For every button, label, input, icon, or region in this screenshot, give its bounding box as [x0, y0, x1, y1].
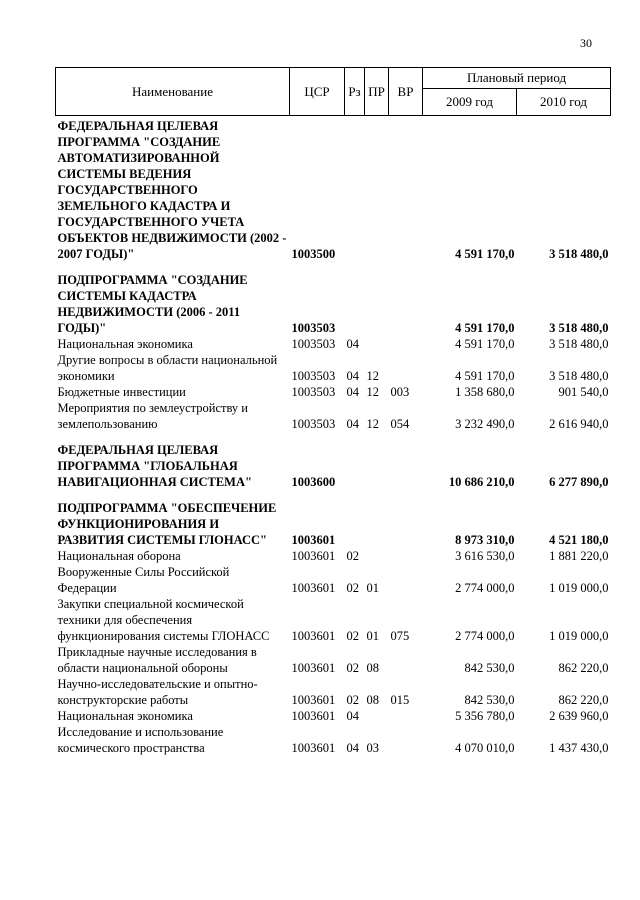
table-row — [56, 676, 611, 708]
cell-csr: 1003503 — [291, 321, 336, 335]
cell-csr: 1003601 — [291, 709, 336, 723]
cell-name: Научно-исследовательские и опытно-конструкторские работы — [57, 677, 258, 707]
table-row — [56, 708, 611, 724]
cell-2009: 1 358 680,0 — [455, 385, 515, 399]
cell-vr — [389, 116, 423, 263]
cell-csr: 1003503 — [291, 385, 336, 399]
header-year-2009: 2009 год — [423, 89, 517, 116]
cell-2009: 3 232 490,0 — [455, 417, 515, 431]
cell-csr: 1003503 — [291, 337, 336, 351]
table-header — [56, 68, 611, 116]
cell-2010: 3 518 480,0 — [549, 247, 609, 261]
cell-rz: 02 — [346, 549, 359, 563]
cell-vr — [389, 336, 423, 352]
cell-vr: 075 — [390, 629, 410, 643]
cell-vr: 015 — [390, 693, 410, 707]
cell-name: Прикладные научные исследования в области национальной обороны — [57, 645, 257, 675]
cell-2010: 1 019 000,0 — [549, 629, 609, 643]
cell-2009: 4 591 170,0 — [455, 369, 515, 383]
cell-csr: 1003601 — [291, 581, 336, 595]
table-row — [56, 724, 611, 756]
cell-2010: 3 518 480,0 — [549, 369, 609, 383]
cell-vr: 003 — [390, 385, 410, 399]
cell-csr: 1003601 — [291, 533, 336, 547]
cell-rz: 02 — [346, 693, 359, 707]
cell-2009: 4 591 170,0 — [455, 337, 515, 351]
cell-2009: 4 070 010,0 — [455, 741, 515, 755]
cell-csr: 1003500 — [291, 247, 336, 261]
cell-pr: 01 — [366, 629, 379, 643]
table-row — [56, 644, 611, 676]
table-row — [56, 352, 611, 384]
cell-2009: 4 591 170,0 — [455, 247, 515, 261]
cell-vr — [389, 432, 423, 490]
cell-pr: 08 — [366, 661, 379, 675]
table-row — [56, 490, 611, 548]
table-row — [56, 116, 611, 263]
cell-2010: 1 881 220,0 — [549, 549, 609, 563]
cell-name: ПОДПРОГРАММА "ОБЕСПЕЧЕНИЕ ФУНКЦИОНИРОВАНИЯ И РАЗВИТИЯ СИСТЕМЫ ГЛОНАСС" — [57, 501, 277, 547]
cell-csr: 1003600 — [291, 475, 336, 489]
cell-pr — [365, 432, 389, 490]
header-planning-period: Плановый период — [423, 68, 611, 89]
cell-2010: 6 277 890,0 — [549, 475, 609, 489]
table-row — [56, 596, 611, 644]
cell-vr — [389, 490, 423, 548]
cell-2010: 901 540,0 — [558, 385, 609, 399]
cell-vr — [389, 644, 423, 676]
table-row — [56, 336, 611, 352]
cell-2010: 3 518 480,0 — [549, 321, 609, 335]
cell-rz: 04 — [346, 709, 359, 723]
budget-table — [55, 67, 611, 756]
cell-name: ФЕДЕРАЛЬНАЯ ЦЕЛЕВАЯ ПРОГРАММА "ГЛОБАЛЬНАЯ НАВИГАЦИОННАЯ СИСТЕМА" — [57, 443, 252, 489]
cell-2009: 2 774 000,0 — [455, 629, 515, 643]
cell-name: Другие вопросы в области национальной экономики — [57, 353, 278, 383]
cell-vr — [389, 724, 423, 756]
cell-2009: 10 686 210,0 — [448, 475, 515, 489]
header-name: Наименование — [56, 68, 290, 116]
cell-2009: 3 616 530,0 — [455, 549, 515, 563]
table-row — [56, 564, 611, 596]
cell-pr: 03 — [366, 741, 379, 755]
header-year-2010: 2010 год — [517, 89, 611, 116]
cell-rz: 04 — [346, 337, 359, 351]
cell-pr — [365, 548, 389, 564]
table-row — [56, 262, 611, 336]
cell-2010: 862 220,0 — [558, 693, 609, 707]
cell-rz: 04 — [346, 369, 359, 383]
cell-vr — [389, 708, 423, 724]
cell-pr: 12 — [366, 385, 379, 399]
table-row — [56, 548, 611, 564]
cell-csr: 1003601 — [291, 693, 336, 707]
cell-csr: 1003503 — [291, 369, 336, 383]
cell-pr — [365, 490, 389, 548]
table-row — [56, 432, 611, 490]
table-row — [56, 384, 611, 400]
cell-rz: 04 — [346, 741, 359, 755]
header-pr: ПР — [365, 68, 389, 116]
cell-2010: 4 521 180,0 — [549, 533, 609, 547]
cell-pr: 12 — [366, 417, 379, 431]
cell-pr: 12 — [366, 369, 379, 383]
cell-pr — [365, 116, 389, 263]
cell-2009: 842 530,0 — [464, 661, 515, 675]
budget-table-container — [55, 67, 610, 756]
cell-rz — [345, 490, 365, 548]
cell-rz: 02 — [346, 581, 359, 595]
cell-name: ФЕДЕРАЛЬНАЯ ЦЕЛЕВАЯ ПРОГРАММА "СОЗДАНИЕ АВТОМАТИЗИРОВАННОЙ СИСТЕМЫ ВЕДЕНИЯ ГОСУДАРСТВЕННОГО ЗЕМЕЛЬНОГО КАДАСТРА И ГОСУДАРСТВЕННОГО УЧЕТА ОБЪЕКТОВ НЕДВИЖИМОСТИ (2002 - 2007 ГОДЫ)" — [57, 119, 287, 261]
cell-2009: 4 591 170,0 — [455, 321, 515, 335]
cell-2010: 1 437 430,0 — [549, 741, 609, 755]
cell-name: Вооруженные Силы Российской Федерации — [57, 565, 230, 595]
cell-2010: 2 639 960,0 — [549, 709, 609, 723]
cell-csr: 1003601 — [291, 661, 336, 675]
header-csr: ЦСР — [290, 68, 345, 116]
cell-vr: 054 — [390, 417, 410, 431]
cell-2010: 2 616 940,0 — [549, 417, 609, 431]
cell-name: Национальная экономика — [57, 337, 193, 351]
cell-csr: 1003601 — [291, 549, 336, 563]
cell-name: Национальная оборона — [57, 549, 181, 563]
cell-rz: 02 — [346, 661, 359, 675]
cell-rz: 02 — [346, 629, 359, 643]
cell-csr: 1003503 — [291, 417, 336, 431]
cell-2009: 5 356 780,0 — [455, 709, 515, 723]
cell-name: ПОДПРОГРАММА "СОЗДАНИЕ СИСТЕМЫ КАДАСТРА НЕДВИЖИМОСТИ (2006 - 2011 ГОДЫ)" — [57, 273, 248, 335]
cell-pr: 01 — [366, 581, 379, 595]
cell-rz — [345, 432, 365, 490]
cell-name: Национальная экономика — [57, 709, 193, 723]
cell-2009: 2 774 000,0 — [455, 581, 515, 595]
cell-pr: 08 — [366, 693, 379, 707]
cell-2009: 8 973 310,0 — [455, 533, 515, 547]
cell-2009: 842 530,0 — [464, 693, 515, 707]
cell-csr: 1003601 — [291, 629, 336, 643]
cell-csr: 1003601 — [291, 741, 336, 755]
header-vr: ВР — [389, 68, 423, 116]
cell-name: Мероприятия по землеустройству и землепользованию — [57, 401, 248, 431]
cell-vr — [389, 548, 423, 564]
cell-rz — [345, 116, 365, 263]
cell-pr — [365, 708, 389, 724]
page-number: 30 — [580, 36, 592, 50]
table-body — [56, 116, 611, 757]
cell-vr — [389, 564, 423, 596]
cell-name: Исследование и использование космического пространства — [57, 725, 224, 755]
cell-pr — [365, 262, 389, 336]
table-row — [56, 400, 611, 432]
cell-rz — [345, 262, 365, 336]
cell-2010: 862 220,0 — [558, 661, 609, 675]
cell-rz: 04 — [346, 417, 359, 431]
cell-vr — [389, 262, 423, 336]
cell-name: Закупки специальной космической техники для обеспечения функционирования системы ГЛОНАСС — [57, 597, 270, 643]
header-rz: Рз — [345, 68, 365, 116]
cell-name: Бюджетные инвестиции — [57, 385, 186, 399]
cell-vr — [389, 352, 423, 384]
cell-rz: 04 — [346, 385, 359, 399]
cell-2010: 3 518 480,0 — [549, 337, 609, 351]
cell-pr — [365, 336, 389, 352]
cell-2010: 1 019 000,0 — [549, 581, 609, 595]
